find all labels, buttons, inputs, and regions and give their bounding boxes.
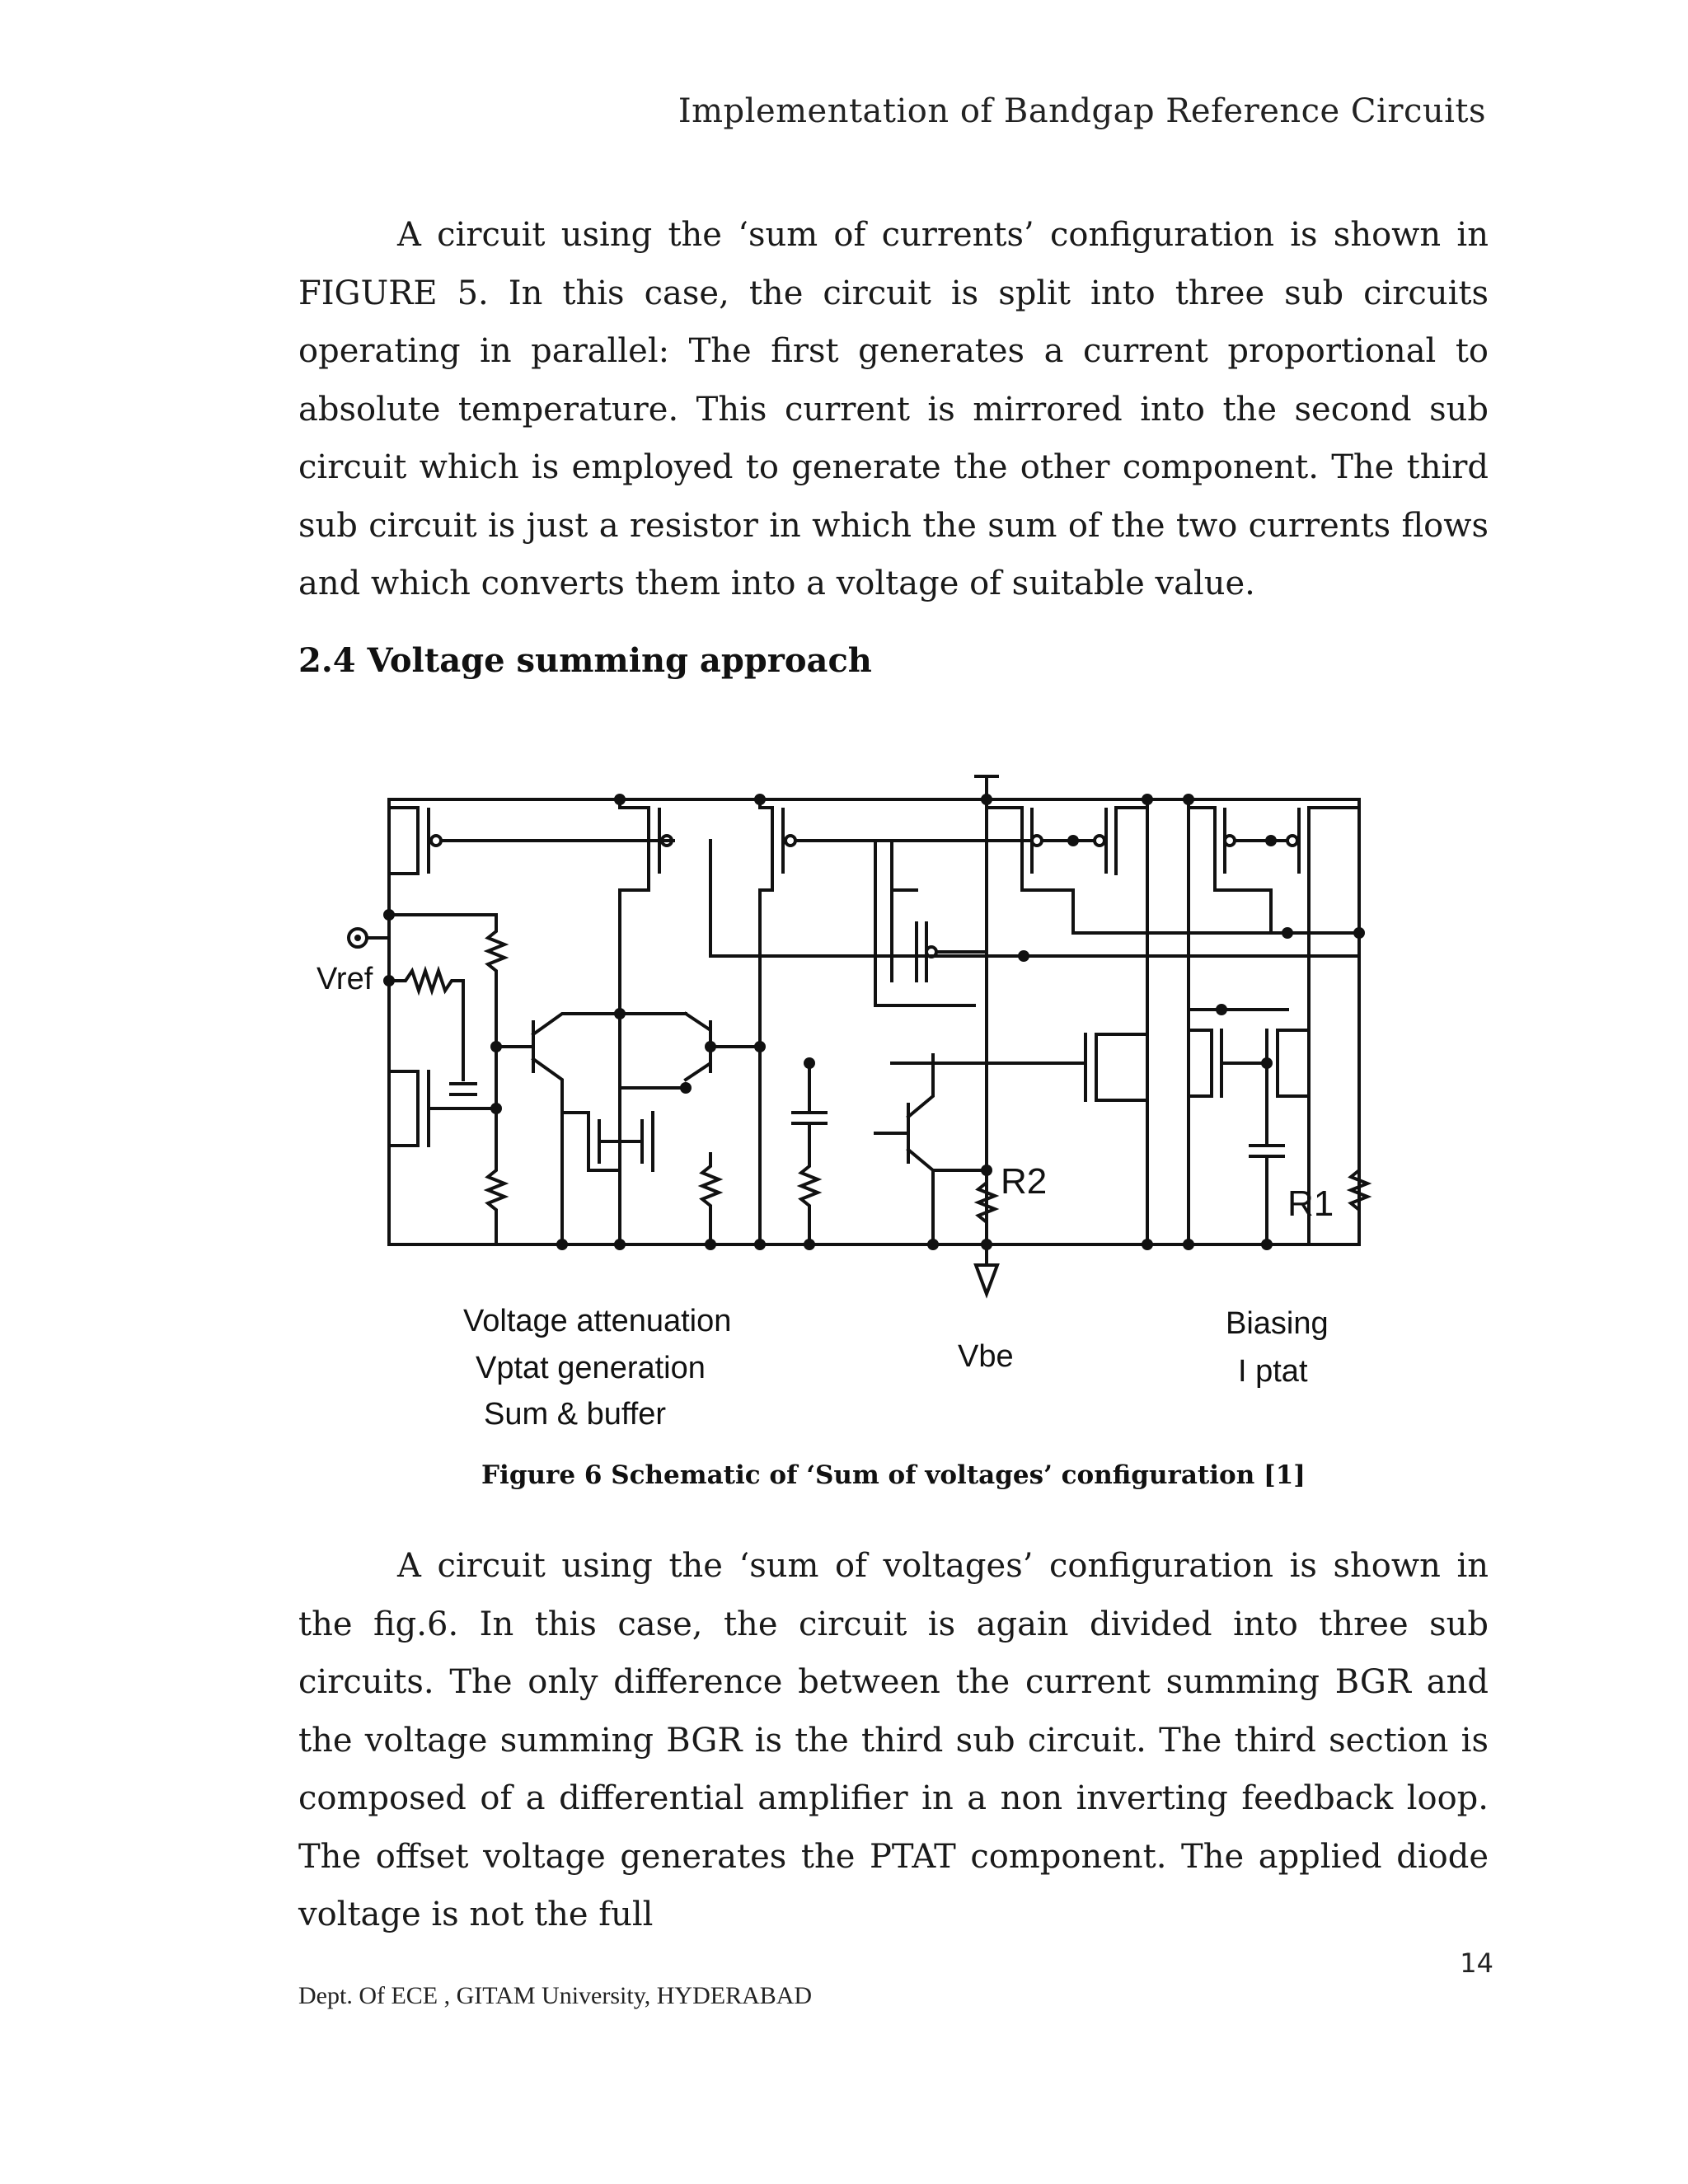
running-header: Implementation of Bandgap Reference Circuits xyxy=(678,92,1486,130)
section-heading: 2.4 Voltage summing approach xyxy=(298,641,872,680)
page-number: 14 xyxy=(1460,1947,1493,1979)
ground-symbol xyxy=(976,1244,997,1294)
label-sum-buffer: Sum & buffer xyxy=(484,1397,667,1432)
label-vref: Vref xyxy=(316,962,373,996)
label-iptat: I ptat xyxy=(1238,1354,1308,1389)
resistor xyxy=(389,971,463,991)
paragraph-text: A circuit using the ‘sum of voltages’ configuration is shown in the fig.6. In this case, the circuit is again divided into three sub circuits. The only difference between the current summing BGR and the voltage summing BGR is the third sub circuit. The third section is composed of a differential amplifier in a non inverting feedback loop. The offset voltage generates the PTAT component. The applied diode voltage is not the full xyxy=(298,1547,1489,1933)
footer-text: Dept. Of ECE , GITAM University, HYDERABAD xyxy=(298,1982,813,2009)
paragraph-sum-of-voltages xyxy=(298,1537,1489,1944)
resistor xyxy=(488,915,504,981)
label-voltage-attenuation: Voltage attenuation xyxy=(463,1304,732,1338)
paragraph-sum-of-currents xyxy=(298,206,1489,613)
resistor-r1 xyxy=(1351,1154,1367,1244)
label-vptat-generation: Vptat generation xyxy=(476,1351,706,1385)
label-r2: R2 xyxy=(1001,1161,1048,1202)
resistor xyxy=(801,1146,818,1244)
label-vbe: Vbe xyxy=(958,1339,1014,1374)
resistor xyxy=(488,1154,504,1244)
resistor xyxy=(702,1154,719,1244)
figure-caption: Figure 6 Schematic of ‘Sum of voltages’ configuration [1] xyxy=(481,1460,1306,1490)
label-r1: R1 xyxy=(1287,1183,1334,1224)
schematic-figure xyxy=(298,758,1395,1442)
paragraph-text: A circuit using the ‘sum of currents’ configuration is shown in FIGURE 5. In this case, the circuit is split into three sub circuits operating in parallel: The first generates a current proportional to absolute temperature. This current is mirrored into the second sub circuit which is employed to generate the other component. The third sub circuit is just a resistor in which the sum of the two currents flows and which converts them into a voltage of suitable value. xyxy=(298,216,1489,602)
label-biasing: Biasing xyxy=(1226,1306,1329,1341)
